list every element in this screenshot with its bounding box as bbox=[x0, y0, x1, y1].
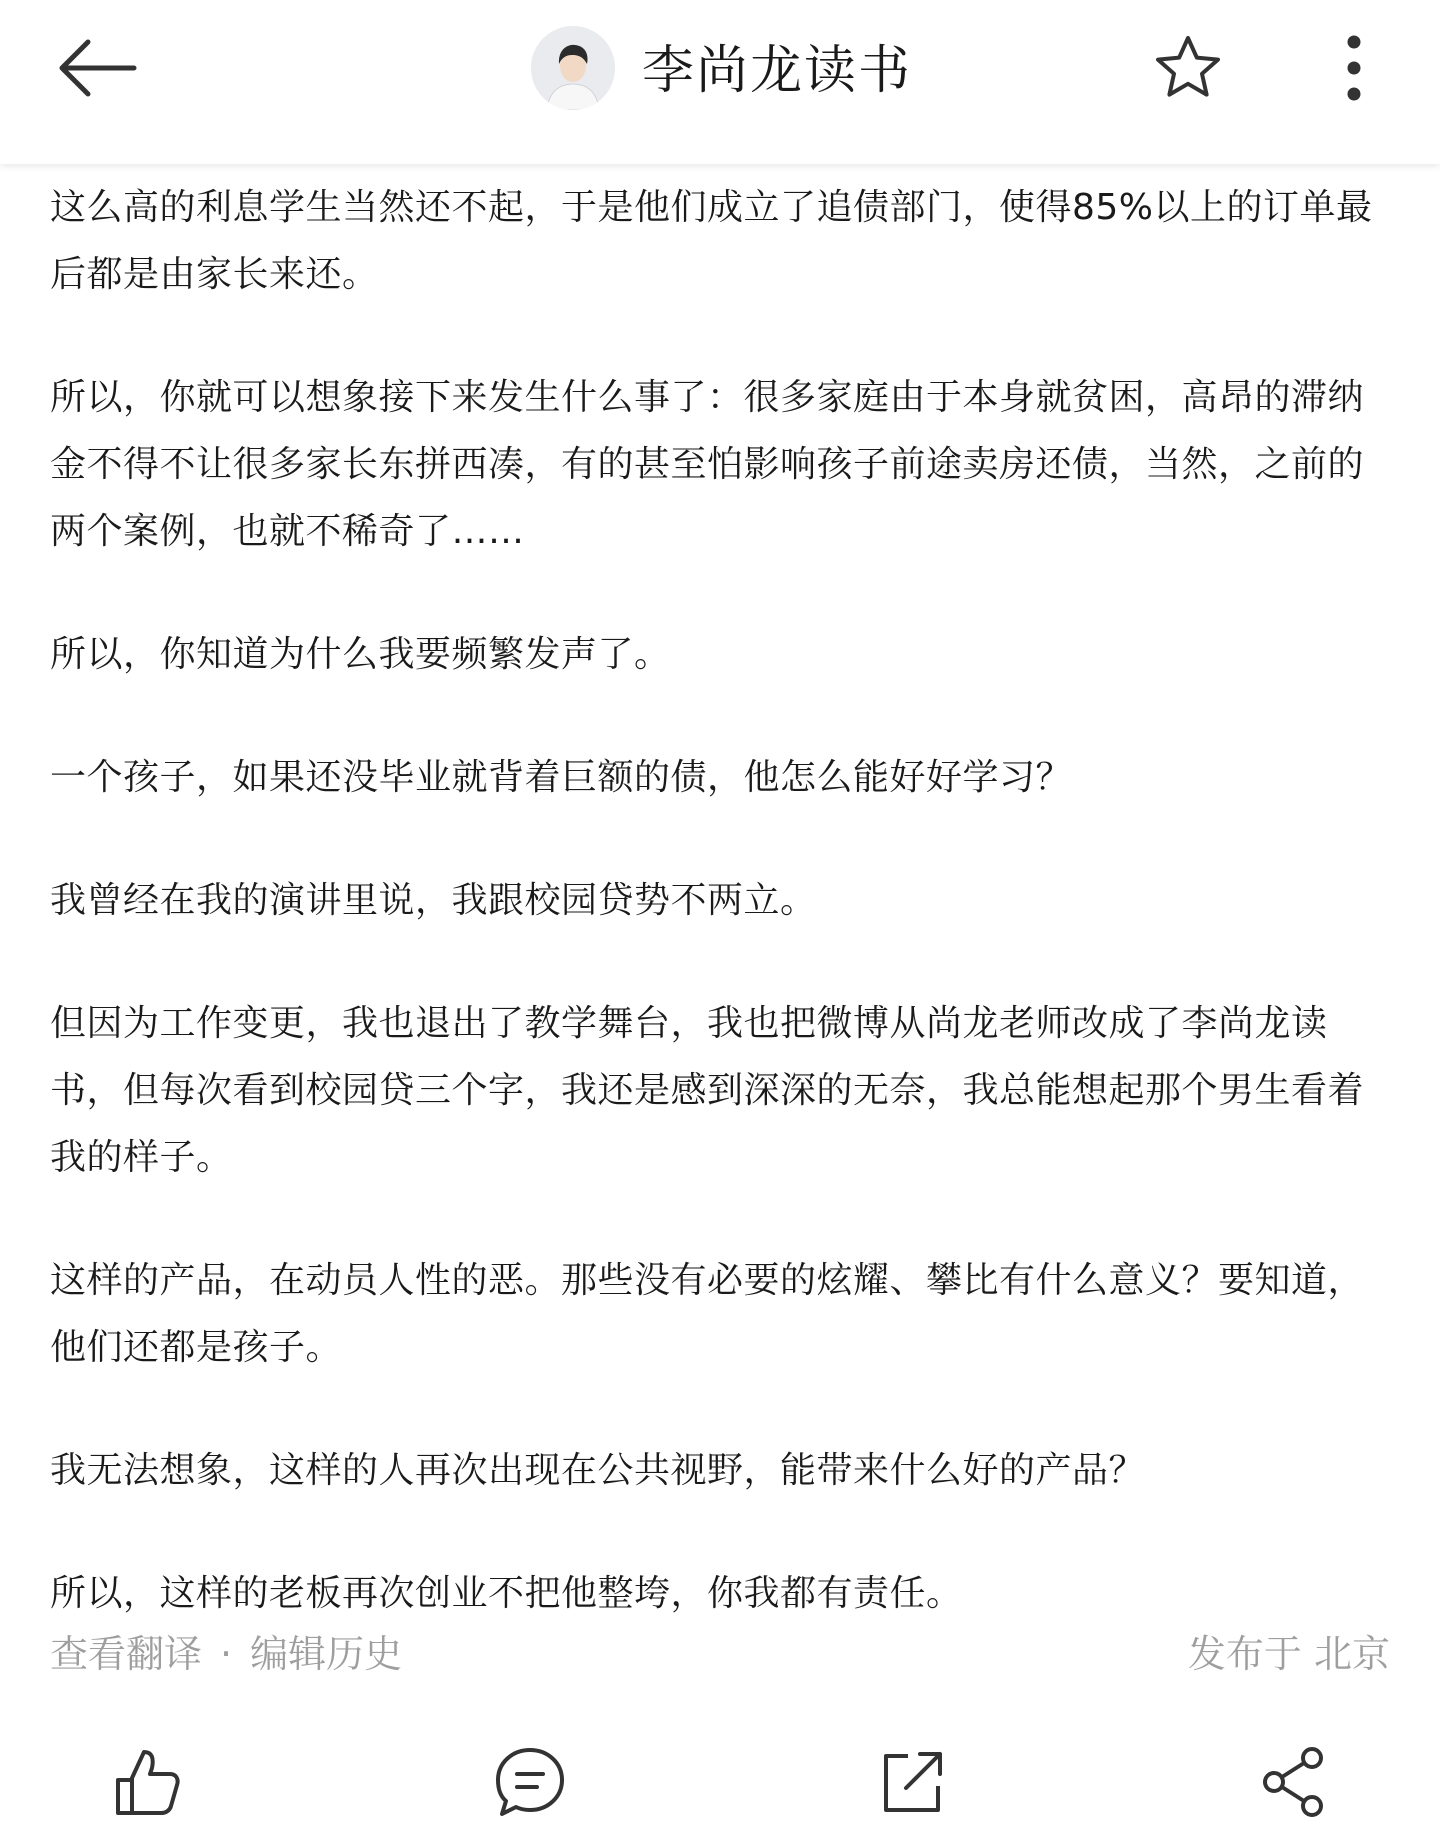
page-title: 李尚龙读书 bbox=[642, 41, 913, 101]
share-icon[interactable] bbox=[1254, 1742, 1334, 1822]
comment-icon[interactable] bbox=[490, 1742, 570, 1822]
meta-separator: · bbox=[220, 1632, 233, 1676]
arrow-left-icon[interactable] bbox=[56, 34, 140, 102]
avatar[interactable] bbox=[531, 26, 615, 110]
top-bar bbox=[0, 0, 1440, 164]
paragraph: 所以，你知道为什么我要频繁发声了。 bbox=[50, 634, 671, 675]
more-vertical-icon[interactable] bbox=[1334, 32, 1374, 104]
action-bar bbox=[0, 1720, 1440, 1844]
paragraph: 所以，这样的老板再次创业不把他整垮，你我都有责任。 bbox=[50, 1573, 963, 1614]
paragraph: 这样的产品，在动员人性的恶。那些没有必要的炫耀、攀比有什么意义？要知道， 他们还都是孩子。 bbox=[50, 1260, 1365, 1368]
profile-photo bbox=[531, 26, 615, 110]
edit-history-link[interactable]: 编辑历史 bbox=[250, 1632, 403, 1676]
publish-location: 发布于 北京 bbox=[1187, 1632, 1390, 1676]
thumb-up-icon[interactable] bbox=[108, 1742, 188, 1822]
paragraph: 我曾经在我的演讲里说，我跟校园贷势不两立。 bbox=[50, 880, 817, 921]
star-outline-icon[interactable] bbox=[1152, 32, 1224, 104]
view-translation-link[interactable]: 查看翻译 bbox=[50, 1632, 203, 1676]
repost-icon[interactable] bbox=[872, 1742, 952, 1822]
post-meta bbox=[50, 1626, 1390, 1682]
paragraph: 我无法想象，这样的人再次出现在公共视野，能带来什么好的产品？ bbox=[50, 1450, 1146, 1491]
article-body bbox=[50, 174, 1390, 1683]
paragraph: 所以，你就可以想象接下来发生什么事了：很多家庭由于本身就贫困，高昂的滞纳 金不得不让很多家长东拼西凑，有的甚至怕影响孩子前途卖房还债，当然，之前的 两个案例，也就不稀奇了…… bbox=[50, 377, 1365, 552]
paragraph: 一个孩子，如果还没毕业就背着巨额的债，他怎么能好好学习？ bbox=[50, 757, 1073, 798]
meta-links bbox=[50, 1626, 402, 1682]
paragraph: 但因为工作变更，我也退出了教学舞台，我也把微博从尚龙老师改成了李尚龙读 书，但每次看到校园贷三个字，我还是感到深深的无奈，我总能想起那个男生看着 我的样子。 bbox=[50, 1003, 1365, 1178]
paragraph: 这么高的利息学生当然还不起，于是他们成立了追债部门，使得85%以上的订单最 后都是由家长来还。 bbox=[50, 187, 1373, 295]
